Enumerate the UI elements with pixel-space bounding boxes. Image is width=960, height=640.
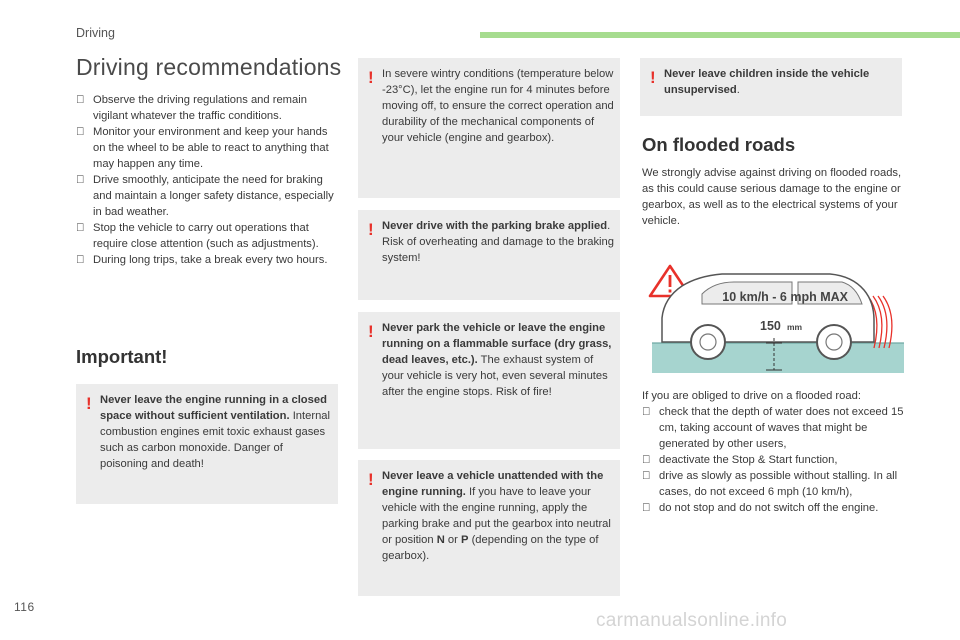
warning-box-ventilation [76, 384, 338, 504]
important-heading: Important! [76, 346, 168, 367]
warning-text: In severe wintry conditions (temperature below -23°C), let the engine run for 4 minutes before moving off, to ensure the correct operation and durability of the mechanical components of your vehicle (engine and gearbox). [382, 68, 614, 144]
list-item-text: During long trips, take a break every two hours. [93, 254, 328, 266]
warning-bold-text: Never leave children inside the vehicle unsupervised [664, 68, 870, 96]
gear-position-p: P [461, 534, 469, 546]
list-item [76, 124, 338, 172]
warning-exclamation-icon: ! [368, 470, 374, 489]
page-title: Driving recommendations [76, 54, 342, 80]
flooded-roads-heading: On flooded roads [642, 134, 796, 155]
speed-limit-label: 10 km/h - 6 mph MAX [722, 290, 848, 304]
warning-box-children [640, 58, 902, 116]
warning-box-parking-brake [358, 210, 620, 300]
list-item-text: deactivate the Stop & Start function, [659, 454, 838, 466]
warning-box-flammable [358, 312, 620, 449]
warning-text: The exhaust system of your vehicle is very hot, even several minutes after the engine stops. Risk of fire! [382, 354, 608, 398]
list-item-text: check that the depth of water does not exceed 15 cm, taking account of waves that might be generated by other users, [659, 406, 904, 450]
warning-box-unattended [358, 460, 620, 596]
list-item-text: drive as slowly as possible without stalling. In all cases, do not exceed 6 mph (10 km/h), [659, 470, 898, 498]
warning-text: (depending on the type of gearbox). [382, 534, 599, 562]
depth-unit-label: mm [787, 322, 803, 332]
bullet-marker-icon [76, 220, 84, 236]
bullet-marker-icon [642, 500, 650, 516]
warning-text: . [736, 84, 740, 96]
list-item-text: Drive smoothly, anticipate the need for braking and maintain a longer safety distance, especially in bad weather. [93, 174, 334, 218]
section-color-bar [480, 32, 960, 38]
section-label: Driving [76, 26, 115, 40]
list-item [642, 500, 906, 516]
warning-exclamation-icon: ! [650, 68, 656, 87]
warning-bold-text: Never leave a vehicle unattended with the engine running. [382, 470, 604, 498]
warning-bold-text: Never park the vehicle or leave the engine running on a flammable surface (dry grass, dead leaves, etc.). [382, 322, 612, 366]
list-item [642, 404, 906, 452]
bullet-marker-icon [642, 452, 650, 468]
flooded-road-illustration [642, 260, 904, 382]
recommendations-list [76, 92, 338, 268]
flooded-intro: We strongly advise against driving on flooded roads, as this could cause serious damage to the engine or gearbox, as well as to the electrical systems of your vehicle. [642, 167, 902, 227]
flooded-obliged-text: If you are obliged to drive on a flooded road: [642, 390, 861, 402]
warning-text: or [444, 534, 461, 546]
list-item [76, 172, 338, 220]
warning-exclamation-icon: ! [368, 322, 374, 341]
depth-value-label: 150 [760, 319, 781, 333]
warning-text: If you have to leave your vehicle with the engine running, apply the parking brake and put the gearbox into neutral or position [382, 486, 611, 546]
flooded-instructions [642, 388, 906, 516]
list-item [76, 92, 338, 124]
warning-exclamation-icon: ! [368, 68, 374, 87]
bullet-marker-icon [76, 92, 84, 108]
warning-bold-text: Never leave the engine running in a closed space without sufficient ventilation. [100, 394, 327, 422]
bullet-marker-icon [76, 124, 84, 140]
bullet-marker-icon [642, 404, 650, 420]
list-item [642, 452, 906, 468]
warning-bold-text: Never drive with the parking brake applied [382, 220, 608, 232]
list-item [76, 220, 338, 252]
list-item [642, 468, 906, 500]
warning-text: . Risk of overheating and damage to the braking system! [382, 220, 614, 264]
bullet-marker-icon [76, 252, 84, 268]
gear-position-n: N [436, 534, 445, 546]
list-item-text: Observe the driving regulations and remain vigilant whatever the traffic conditions. [93, 94, 307, 122]
list-item-text: do not stop and do not switch off the engine. [659, 502, 879, 514]
list-item-text: Monitor your environment and keep your hands on the wheel to be able to react to anything that may happen any time. [93, 126, 329, 170]
warning-exclamation-icon: ! [368, 220, 374, 239]
water-surface [652, 343, 904, 373]
bullet-marker-icon [76, 172, 84, 188]
warning-text: Internal combustion engines emit toxic exhaust gases such as carbon monoxide. Danger of poisoning and death! [100, 410, 331, 470]
watermark: carmanualsonline.info [596, 610, 788, 631]
list-item-text: Stop the vehicle to carry out operations that require close attention (such as adjustments). [93, 222, 319, 250]
page-number: 116 [14, 600, 35, 614]
warning-exclamation-icon: ! [86, 394, 92, 413]
warning-box-winter [358, 58, 620, 198]
list-item [76, 252, 338, 268]
bullet-marker-icon [642, 468, 650, 484]
